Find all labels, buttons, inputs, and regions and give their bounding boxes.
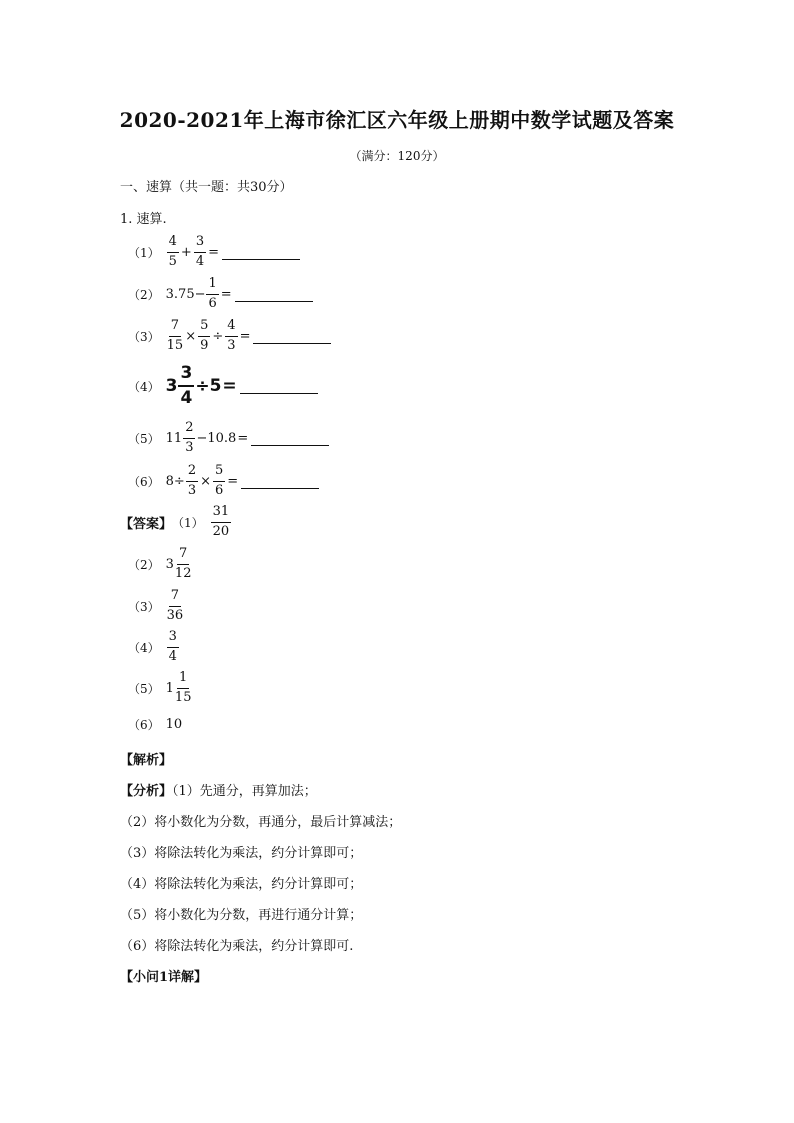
bold-expression	[166, 364, 238, 407]
page-subtitle: （满分：120分）	[349, 149, 445, 163]
question-item-2	[128, 274, 313, 314]
fraction: $\frac{1}{15}$	[174, 670, 192, 705]
mixed-whole: 1	[165, 680, 174, 696]
answer-value: 10	[165, 716, 183, 732]
equals-sign: =	[208, 244, 220, 260]
item-number: （2）	[128, 557, 160, 572]
fraction: $\frac{2}{3}$	[185, 420, 194, 455]
answer-blank	[241, 474, 319, 489]
page-title: 2020-2021年上海市徐汇区六年级上册期中数学试题及答案	[119, 108, 675, 132]
item-number: （3）	[128, 329, 160, 344]
answer-item-5	[128, 668, 192, 708]
mixed-whole: 11	[165, 430, 183, 446]
item-number: （2）	[128, 287, 160, 302]
fraction: $\frac{3}{4}$	[195, 234, 205, 269]
answer-blank	[240, 379, 318, 394]
expression-tail: ÷5	[195, 376, 222, 396]
operator: ×	[200, 473, 211, 489]
operator: ÷	[212, 328, 224, 344]
question-1-label: 1. 速算.	[120, 212, 167, 227]
question-item-4	[128, 363, 318, 408]
expression-lead: 3.75−	[165, 286, 206, 302]
sub-question-1-heading: 【小问1详解】	[120, 970, 208, 985]
answer-label: 【答案】	[120, 516, 173, 532]
question-item-3	[128, 316, 331, 356]
item-number: （6）	[128, 474, 160, 489]
mixed-whole: 3	[165, 556, 174, 572]
analysis-line-4: （4）将除法转化为乘法，约分计算即可；	[120, 877, 363, 892]
item-number: （3）	[128, 599, 160, 614]
analysis-line-6: （6）将除法转化为乘法，约分计算即可.	[120, 939, 354, 954]
answer-item-1	[120, 502, 232, 542]
analysis-label: 【解析】	[120, 753, 173, 768]
question-item-1	[128, 232, 300, 272]
answer-blank	[235, 287, 313, 302]
fraction: $\frac{4}{5}$	[168, 234, 177, 269]
item-number: （6）	[128, 717, 160, 732]
fraction: $\frac{4}{3}$	[227, 318, 236, 353]
item-number: （5）	[128, 431, 160, 446]
equals-sign: =	[227, 473, 239, 489]
analysis-line-1	[120, 780, 317, 799]
equals-sign: =	[220, 286, 232, 302]
fenxi-label: 【分析】	[120, 784, 173, 799]
operator: +	[180, 244, 192, 260]
equals-sign: =	[237, 430, 249, 446]
fraction: $\frac{1}{6}$	[208, 276, 217, 311]
item-number: （1）	[128, 245, 160, 260]
fraction: $\frac{31}{20}$	[212, 504, 230, 539]
answer-blank	[222, 245, 300, 260]
equals-sign: =	[222, 376, 237, 396]
answer-blank	[253, 329, 331, 344]
item-number: （5）	[128, 681, 160, 696]
answer-item-6	[128, 704, 182, 744]
answer-item-2	[128, 544, 192, 584]
expression-tail: −10.8	[196, 430, 237, 446]
answer-item-3	[128, 586, 184, 626]
item-number: （4）	[128, 379, 160, 394]
fraction: $\frac{7}{36}$	[166, 588, 184, 623]
analysis-text: （1）先通分，再算加法；	[172, 784, 317, 799]
item-number: （4）	[128, 640, 160, 655]
fraction: $\frac{7}{15}$	[166, 318, 184, 353]
section-heading: 一、速算（共一题：共30分）	[120, 180, 293, 195]
item-number: （1）	[172, 515, 204, 530]
analysis-line-5: （5）将小数化为分数，再进行通分计算；	[120, 908, 363, 923]
answer-blank	[251, 431, 329, 446]
fraction: $\frac{5}{9}$	[200, 318, 209, 353]
fraction: $\frac{5}{6}$	[215, 463, 224, 498]
fraction: $\frac{2}{3}$	[187, 463, 197, 498]
answer-item-4	[128, 627, 180, 667]
fraction: $\frac{7}{12}$	[174, 546, 192, 581]
expression-lead: 8÷	[165, 473, 185, 489]
operator: ×	[185, 328, 197, 344]
question-item-6	[128, 461, 319, 501]
analysis-line-2: （2）将小数化为分数，再通分，最后计算减法；	[120, 815, 402, 830]
fraction: $\frac{3}{4}$	[168, 629, 177, 664]
analysis-line-3: （3）将除法转化为乘法，约分计算即可；	[120, 846, 363, 861]
question-item-5	[128, 418, 329, 458]
equals-sign: =	[239, 328, 251, 344]
mixed-whole: 3	[165, 376, 178, 396]
fraction: $\frac{3}{4}$	[180, 363, 193, 408]
